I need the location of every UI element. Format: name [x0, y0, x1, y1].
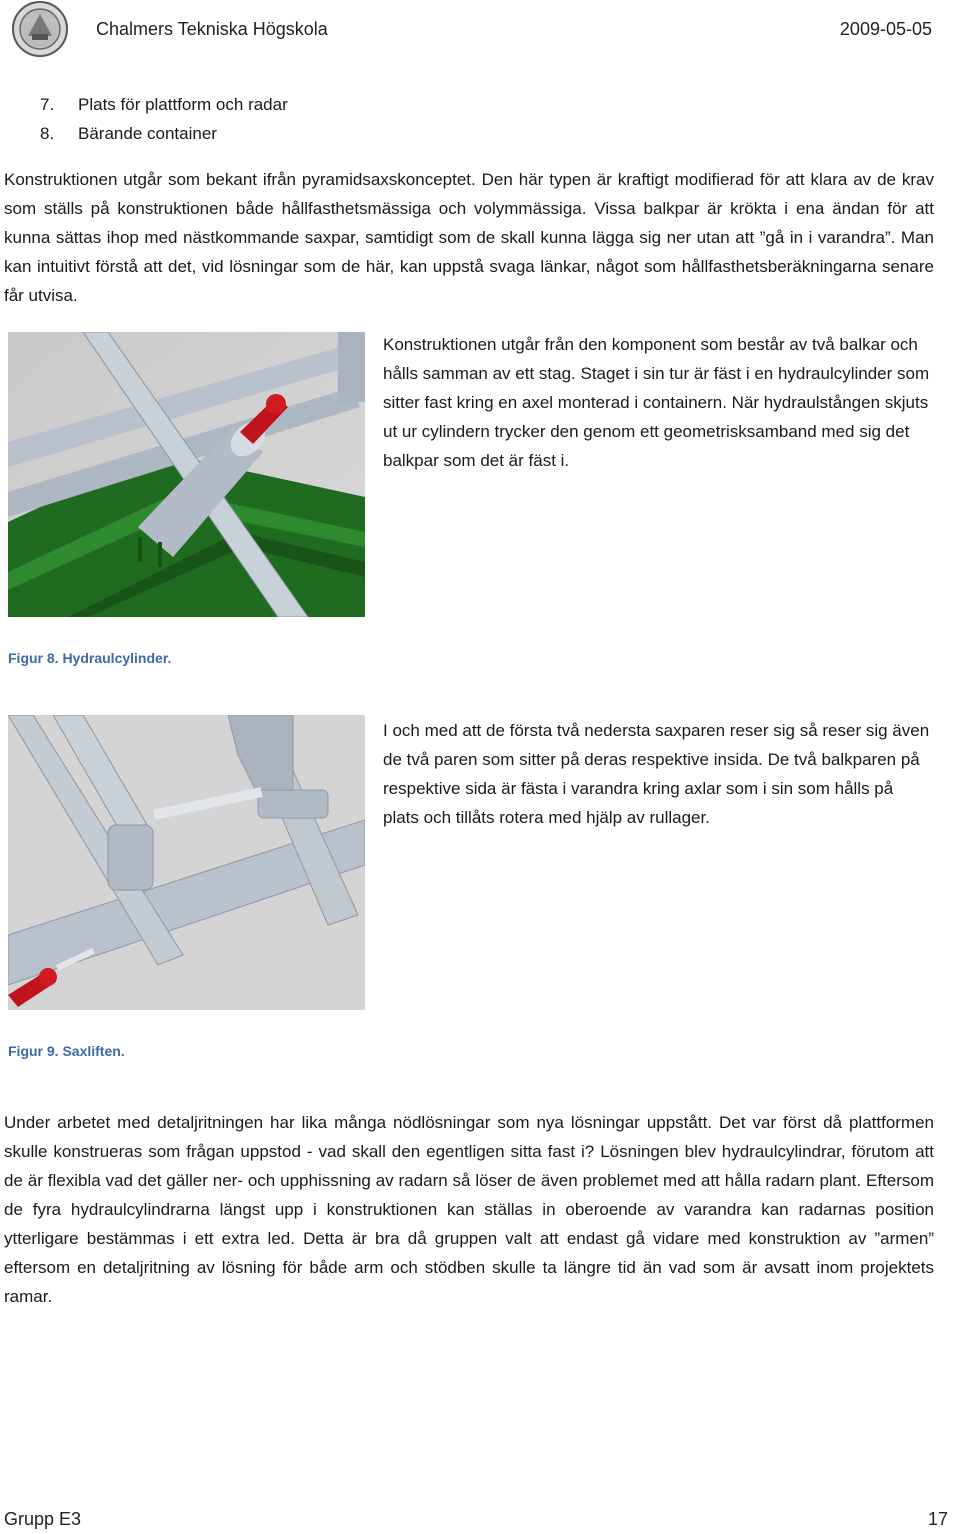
chalmers-logo	[10, 0, 74, 60]
footer-group: Grupp E3	[4, 1509, 82, 1529]
list-item	[40, 119, 288, 148]
footer-page-number: 17	[927, 1509, 948, 1529]
list-number: 7.	[40, 95, 55, 114]
header-date: 2009-05-05	[839, 19, 932, 39]
numbered-list	[40, 90, 288, 148]
figure-8-caption: Figur 8. Hydraulcylinder.	[8, 650, 172, 666]
figure-8-text: Konstruktionen utgår från den komponent som består av två balkar och hålls samman av ett stag. Staget i sin tur är fäst i en hydraulcylinder som sitter fast kring en axel monterad i containern. När hydraulstången skjuts ut ur cylindern trycker den genom ett geometrisksamband med sig det balkpar som det är fäst i.	[383, 335, 930, 470]
list-item	[40, 90, 288, 119]
list-text: Bärande container	[78, 124, 217, 143]
figure-8-image	[8, 332, 365, 617]
list-number: 8.	[40, 124, 55, 143]
intro-paragraph: Konstruktionen utgår som bekant ifrån pyramidsaxskonceptet. Den här typen är kraftigt modifierad för att klara av de krav som ställs på konstruktionen både hållfasthetsmässiga och volymmässiga. Vissa balkpar är krökta i ena ändan för att kunna sättas ihop med nästkommande saxpar, samtidigt som de skall kunna lägga sig ner utan att ”gå in i varandra”. Man kan intuitivt förstå att det, vid lösningar som de här, kan uppstå svaga länkar, något som hållfasthetsberäkningarna senare får utvisa.	[4, 170, 934, 305]
header-organization: Chalmers Tekniska Högskola	[96, 19, 328, 39]
list-text: Plats för plattform och radar	[78, 95, 288, 114]
figure-9-image	[8, 715, 365, 1010]
figure-9-text: I och med att de första två nedersta saxparen reser sig så reser sig även de två paren som sitter på deras respektive insida. De två balkparen på respektive sida är fästa i varandra kring axlar som i sin som hålls på plats och tillåts rotera med hjälp av rullager.	[383, 721, 930, 827]
figure-9-caption: Figur 9. Saxliften.	[8, 1043, 125, 1059]
final-paragraph: Under arbetet med detaljritningen har lika många nödlösningar som nya lösningar uppstått. Det var först då plattformen skulle konstrueras som frågan uppstod - vad skall den egentligen sitta fast i? Lösningen blev hydraulcylindrar, förutom att de är flexibla vad det gäller ner- och upphissning av radarn så löser de även problemet med att hålla radarn plant. Eftersom de fyra hydraulcylindrarna längst upp i konstruktionen kan ställas in oberoende av varandra kan radarnas position ytterligare bestämmas i ett extra led. Detta är bra då gruppen valt att endast gå vidare med konstruktion av ”armen” eftersom en detaljritning av lösning för både arm och stödben skulle ta längre tid än vad som är avsatt inom projektets ramar.	[4, 1113, 934, 1306]
